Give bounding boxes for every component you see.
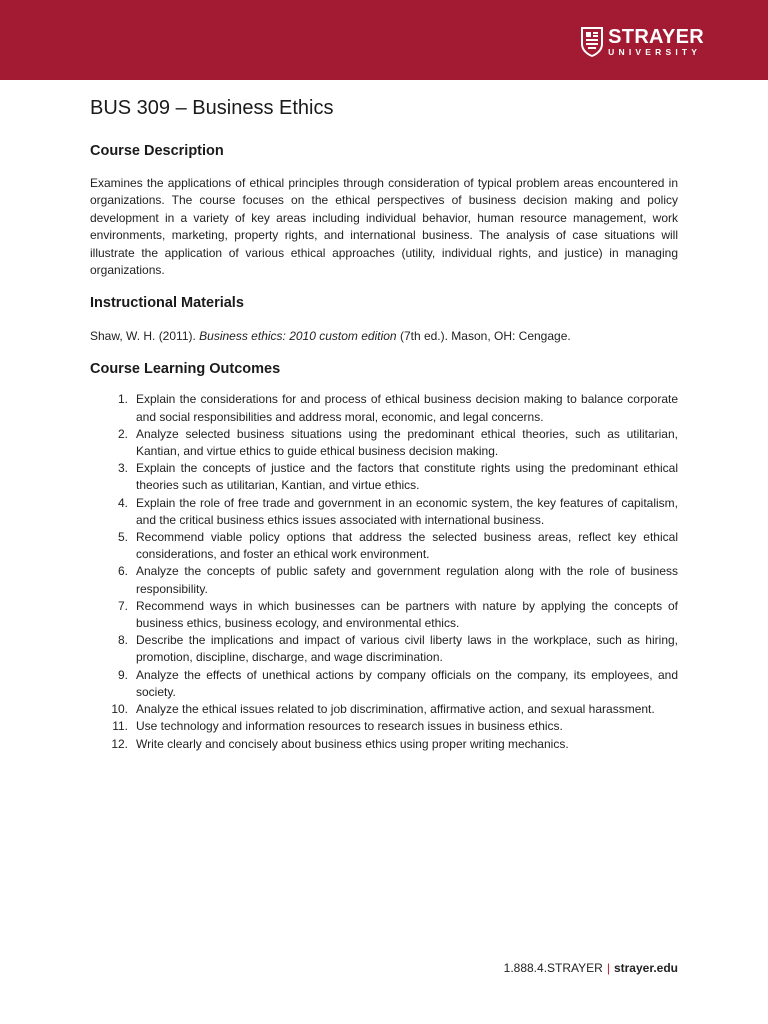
outcome-text: Write clearly and concisely about business ethics using proper writing mechanics. [136,736,569,751]
outcome-text: Analyze the ethical issues related to job discrimination, affirmative action, and sexual harassment. [136,702,655,717]
course-description: Examines the applications of ethical principles through consideration of typical problem areas encountered in organizations. The course focuses on the ethical perspectives of business decision making and policy development in a variety of key areas including individual behavior, human resource management, work environments, marketing, property rights, and international business. The analysis of case situations will illustrate the application of various ethical approaches (utility, individual rights, and justice) in managing organizations. [90,176,678,278]
outcome-text: Explain the role of free trade and government in an economic system, the key features of capitalism, and the critical business ethics issues associated with international business. [136,495,678,527]
outcome-number: 8. [117,633,128,648]
outcome-item [90,718,678,735]
page-footer [504,961,678,975]
outcome-number: 4. [117,495,128,510]
outcome-text: Describe the implications and impact of various civil liberty laws in the workplace, such as hiring, promotion, discipline, discharge, and wage discrimination. [136,633,678,665]
outcome-item [90,426,678,460]
outcome-number: 7. [117,598,128,613]
reference-publisher: (7th ed.). Mason, OH: Cengage. [396,329,571,344]
outcome-number: 10. [111,702,128,717]
header-band [0,0,768,80]
outcomes-list [90,391,678,752]
outcome-text: Analyze the concepts of public safety and government regulation along with the role of business responsibility. [136,564,678,596]
outcome-item [90,632,678,666]
outcome-item [90,391,678,425]
footer-separator: | [606,961,610,975]
footer-phone[interactable]: 1.888.4.STRAYER [503,961,603,975]
outcome-item [90,598,678,632]
outcome-text: Use technology and information resources to research issues in business ethics. [136,719,563,734]
outcome-text: Analyze selected business situations using the predominant ethical theories, such as utilitarian, Kantian, and virtue ethics to guide ethical business decision making. [136,426,678,459]
outcome-text: Recommend ways in which businesses can be partners with nature by applying the concepts of business ethics, business ecology, and environmental ethics. [136,598,678,631]
outcome-text: Analyze the effects of unethical actions by company officials on the company, its employees, and society. [136,667,678,699]
outcome-number: 2. [117,426,128,441]
shield-icon [581,27,603,57]
outcome-item [90,563,678,597]
description-heading: Course Description [90,143,224,159]
outcome-number: 5. [117,530,128,545]
outcome-item [90,736,678,753]
materials-heading: Instructional Materials [90,295,244,312]
brand-subtitle: UNIVERSITY [608,47,702,57]
outcome-number: 9. [117,667,128,682]
reference-book-title: Business ethics: 2010 custom edition [199,329,397,344]
strayer-logo[interactable] [581,27,704,57]
textbook-reference [90,328,678,345]
outcome-number: 1. [117,392,128,407]
outcome-item [90,667,678,701]
course-title: BUS 309 – Business Ethics [90,97,334,119]
outcome-item [90,495,678,529]
reference-author-year: Shaw, W. H. (2011). [90,329,200,344]
outcomes-heading: Course Learning Outcomes [90,361,281,378]
outcome-item [90,460,678,494]
outcome-text: Explain the considerations for and process of ethical business decision making to balance corporate and social responsibilities and address moral, economic, and legal concerns. [136,392,678,424]
brand-name: STRAYER [608,26,704,48]
outcome-item [90,701,678,718]
outcome-text: Explain the concepts of justice and the factors that constitute rights using the predominant ethical theories such as utilitarian, Kantian, and virtue ethics. [136,461,678,493]
outcome-number: 11. [112,719,128,734]
outcome-text: Recommend viable policy options that address the selected business areas, reflect key ethical considerations, and foster an ethical work environment. [136,530,678,562]
footer-website-link[interactable]: strayer.edu [613,961,678,975]
outcome-number: 3. [117,461,128,476]
outcome-number: 6. [117,564,128,579]
outcome-item [90,529,678,563]
document-body [90,96,678,753]
outcome-number: 12. [111,736,128,751]
